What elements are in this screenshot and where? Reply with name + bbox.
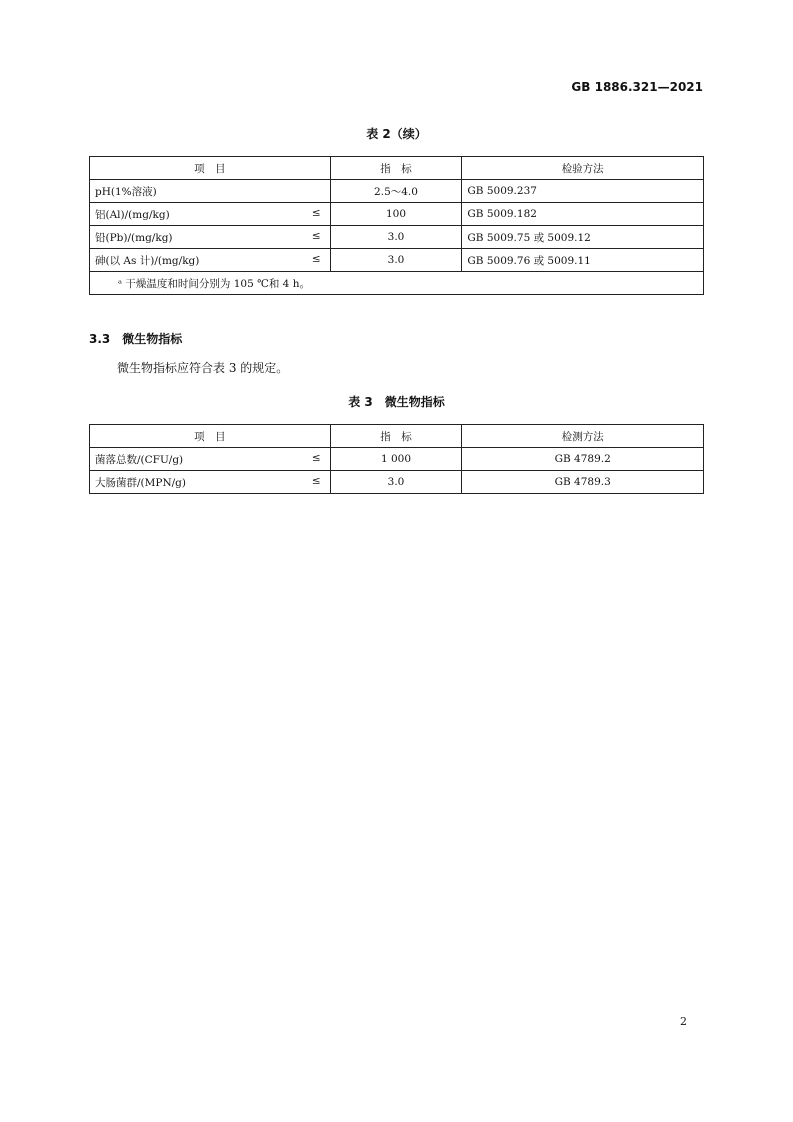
table2-caption: 表 2（续）: [366, 127, 427, 141]
le-symbol: ≤: [311, 229, 321, 242]
table-3: [89, 424, 704, 494]
item-cell: [90, 471, 331, 494]
table3-caption: 表 3 微生物指标: [348, 395, 445, 409]
header-method: 检测方法: [462, 425, 704, 448]
section-paragraph: 微生物指标应符合表 3 的规定。: [117, 361, 289, 375]
item-label: 铅(Pb)/(mg/kg): [95, 231, 173, 244]
value-cell: 100: [330, 203, 462, 226]
le-symbol: ≤: [311, 206, 321, 219]
method-cell: GB 5009.76 或 5009.11: [462, 249, 704, 272]
table-row: [90, 180, 704, 203]
item-label: 大肠菌群/(MPN/g): [95, 476, 186, 489]
value-cell: 3.0: [330, 249, 462, 272]
method-cell: GB 4789.3: [462, 471, 704, 494]
header-value: 指 标: [330, 157, 462, 180]
le-symbol: ≤: [311, 474, 321, 487]
item-label: 砷(以 As 计)/(mg/kg): [95, 254, 200, 267]
header-value: 指 标: [330, 425, 462, 448]
table-2: [89, 156, 704, 295]
item-cell: [90, 226, 331, 249]
value-cell: 1 000: [330, 448, 462, 471]
standard-number: GB 1886.321—2021: [571, 80, 703, 94]
value-cell: 2.5～4.0: [330, 180, 462, 203]
table-row: [90, 249, 704, 272]
table-header-row: [90, 425, 704, 448]
item-label: pH(1%溶液): [95, 185, 157, 198]
section-heading: 3.3 微生物指标: [89, 332, 183, 346]
footnote: ᵃ 干燥温度和时间分别为 105 ℃和 4 h。: [90, 272, 704, 295]
page-number: 2: [680, 1015, 687, 1028]
table-row: [90, 226, 704, 249]
le-symbol: ≤: [311, 451, 321, 464]
table-row: [90, 471, 704, 494]
item-cell: [90, 249, 331, 272]
header-method: 检验方法: [462, 157, 704, 180]
item-label: 菌落总数/(CFU/g): [95, 453, 184, 466]
table-row: [90, 448, 704, 471]
le-symbol: ≤: [311, 252, 321, 265]
item-cell: [90, 448, 331, 471]
method-cell: GB 4789.2: [462, 448, 704, 471]
method-cell: GB 5009.75 或 5009.12: [462, 226, 704, 249]
item-label: 铝(Al)/(mg/kg): [95, 208, 170, 221]
value-cell: 3.0: [330, 471, 462, 494]
method-cell: GB 5009.182: [462, 203, 704, 226]
item-cell: [90, 203, 331, 226]
table-header-row: [90, 157, 704, 180]
table-row: [90, 203, 704, 226]
value-cell: 3.0: [330, 226, 462, 249]
item-cell: [90, 180, 331, 203]
method-cell: GB 5009.237: [462, 180, 704, 203]
header-item: 项 目: [90, 425, 331, 448]
header-item: 项 目: [90, 157, 331, 180]
footnote-row: [90, 272, 704, 295]
